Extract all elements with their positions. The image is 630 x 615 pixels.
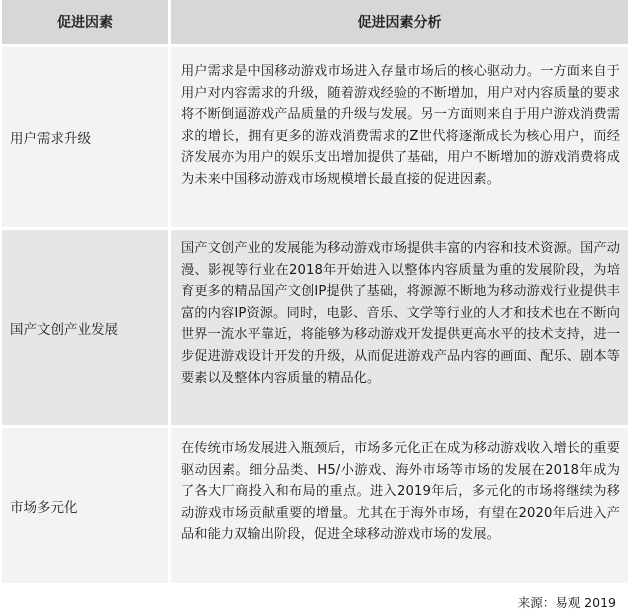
table-row (2, 230, 628, 425)
analysis-cell: 在传统市场发展进入瓶颈后，市场多元化正在成为移动游戏收入增长的重要驱动因素。细分品类、H5/小游戏、海外市场等市场的发展在2018年成为了各大厂商投入和布局的重点。进入2019年后，多元化的市场将继续为移动游戏市场贡献重要的增量。尤其在于海外市场，有望在2020年后进入产品和能力双输出阶段，促进全球移动游戏市场的发展。 (181, 441, 620, 543)
factor-cell: 市场多元化 (10, 499, 78, 516)
table-row (2, 47, 628, 227)
analysis-cell: 国产文创产业的发展能为移动游戏市场提供丰富的内容和技术资源。国产动漫、影视等行业在2018年开始进入以整体内容质量为重的发展阶段，为培育更多的精品国产文创IP提供了基础，将源源不断地为移动游戏行业提供丰富的内容IP资源。同时，电影、音乐、文学等行业的人才和技术也在不断向世界一流水平靠近，将能够为移动游戏开发提供更高水平的技术支持，进一步促进游戏设计开发的升级，从而促进游戏产品内容的画面、配乐、剧本等要素以及整体内容质量的精品化。 (181, 241, 620, 386)
analysis-cell: 用户需求是中国移动游戏市场进入存量市场后的核心驱动力。一方面来自于用户对内容需求的升级，随着游戏经验的不断增加，用户对内容质量的要求将不断倒逼游戏产品质量的升级与发展。另一方面则来自于用户游戏消费需求的增长，拥有更多的游戏消费需求的Z世代将逐渐成长为核心用户，而经济发展亦为用户的娱乐支出增加提供了基础，用户不断增加的游戏消费将成为未来中国移动游戏市场规模增长最直接的促进因素。 (181, 64, 620, 187)
table-row (2, 428, 628, 583)
source-note: 来源：易观 2019 (517, 595, 616, 610)
header-analysis: 促进因素分析 (357, 15, 442, 31)
table-header (2, 0, 628, 44)
factor-table (2, 0, 628, 583)
factor-cell: 用户需求升级 (10, 131, 91, 147)
factor-cell: 国产文创产业发展 (10, 321, 118, 338)
header-factor: 促进因素 (57, 15, 113, 31)
